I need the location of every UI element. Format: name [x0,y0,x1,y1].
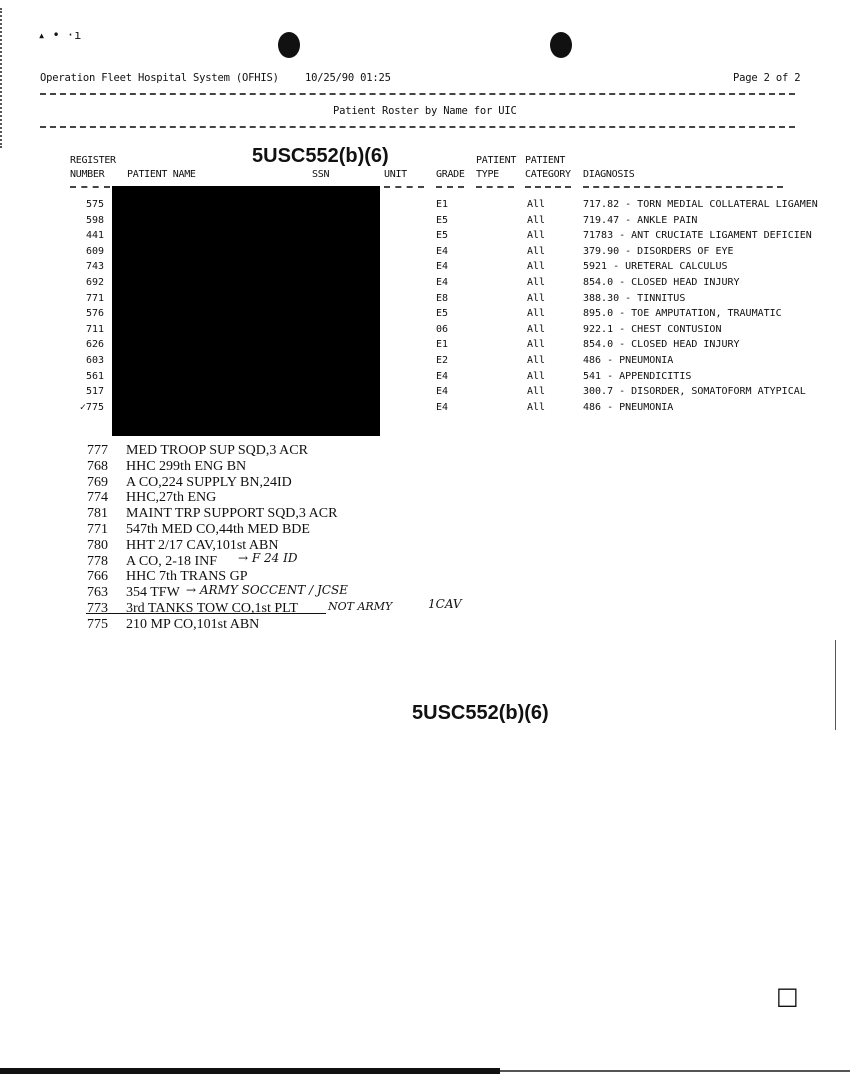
table-row [0,199,850,214]
unit-number: 763 [87,585,108,601]
scan-marks: ▴ • ·ı [38,28,82,42]
unit-name: HHC,27th ENG [126,490,217,506]
diagnosis-cell: 922.1 - CHEST CONTUSION [583,323,722,335]
diagnosis-cell: 719.47 - ANKLE PAIN [583,214,698,226]
unit-number: 769 [87,474,108,490]
table-row [0,215,850,230]
unit-name: HHT 2/17 CAV,101st ABN [126,537,279,553]
register-number: 771 [85,292,104,304]
redaction-stamp-bottom: 5USC552(b)(6) [412,702,549,724]
table-row [0,308,850,323]
grade-cell: E4 [436,277,449,288]
redaction-stamp-top: 5USC552(b)(6) [252,145,389,167]
table-row [0,355,850,370]
col-ssn: SSN [312,169,330,180]
diagnosis-cell: 854.0 - CLOSED HEAD INJURY [583,339,740,351]
punch-hole-right [550,32,572,58]
grade-cell: E4 [436,261,449,273]
table-row [0,246,850,261]
page-number: Page 2 of 2 [733,72,801,84]
grade-cell: E5 [436,230,449,242]
grade-cell: E5 [436,214,449,226]
grade-cell: E1 [436,199,449,210]
corner-mark-icon: □ [776,982,799,1010]
grade-cell: E5 [436,308,449,320]
category-cell: All [527,292,546,304]
register-number: 609 [85,245,104,257]
unit-number: 775 [87,616,108,632]
col-register-2: NUMBER [70,169,105,180]
grade-cell: E4 [436,386,449,398]
diagnosis-cell: 388.30 - TINNITUS [583,292,686,304]
unit-name: HHC 7th TRANS GP [126,569,248,585]
diagnosis-cell: 486 - PNEUMONIA [583,401,674,413]
register-number: 692 [85,277,104,288]
rule-unit [384,186,424,188]
category-cell: All [527,323,546,335]
table-row [0,230,850,245]
category-cell: All [527,370,546,382]
grade-cell: E1 [436,339,449,351]
grade-cell: E4 [436,401,449,413]
header-rule-bottom [40,126,795,128]
register-number: 441 [85,230,104,242]
report-datetime: 10/25/90 01:25 [305,72,391,84]
diagnosis-cell: 71783 - ANT CRUCIATE LIGAMENT DEFICIEN [583,230,812,242]
col-diagnosis: DIAGNOSIS [583,169,635,180]
diagnosis-cell: 486 - PNEUMONIA [583,355,674,366]
col-type-2: TYPE [476,169,499,180]
unit-number: 773 [87,601,108,616]
unit-name: A CO, 2-18 INF [126,553,218,569]
diagnosis-cell: 541 - APPENDICITIS [583,370,692,382]
bottom-scan-bar-thin [500,1070,850,1072]
register-number: 576 [85,308,104,320]
col-register-1: REGISTER [70,155,116,166]
unit-name: MAINT TRP SUPPORT SQD,3 ACR [126,506,338,522]
unit-number: 781 [87,506,108,522]
grade-cell: E4 [436,370,449,382]
table-row [0,386,850,401]
table-row [0,261,850,276]
grade-cell: E8 [436,292,449,304]
table-row [0,293,850,308]
unit-name: 354 TFW [126,585,180,601]
category-cell: All [527,308,546,320]
register-number: 598 [85,214,104,226]
unit-name: 547th MED CO,44th MED BDE [126,522,310,537]
unit-number: 780 [87,537,108,553]
table-row [0,402,850,417]
rule-type [476,186,514,188]
register-number: 743 [85,261,104,273]
report-title: Patient Roster by Name for UIC [333,105,517,117]
rule-register [70,186,110,188]
grade-cell: E2 [436,355,449,366]
unit-name: MED TROOP SUP SQD,3 ACR [126,443,308,458]
register-number: 517 [85,386,104,398]
bottom-scan-bar [0,1068,500,1074]
grade-cell: E4 [436,245,449,257]
register-number: 603 [85,355,104,366]
register-number: 626 [85,339,104,351]
category-cell: All [527,245,546,257]
grade-cell: 06 [436,323,449,335]
col-patient-name: PATIENT NAME [127,169,196,180]
unit-number: 766 [87,569,108,585]
col-category-1: PATIENT [525,155,566,166]
diagnosis-cell: 379.90 - DISORDERS OF EYE [583,245,734,257]
left-edge-mark [0,8,3,148]
register-number: ✓775 [79,401,104,413]
unit-number: 778 [87,553,108,569]
table-row [0,339,850,354]
col-unit: UNIT [384,169,407,180]
rule-grade [436,186,464,188]
handwritten-note-773: NOT ARMY [328,600,393,613]
table-row [0,324,850,339]
unit-name: 210 MP CO,101st ABN [126,616,260,632]
diagnosis-cell: 895.0 - TOE AMPUTATION, TRAUMATIC [583,308,782,320]
handwritten-note-778: → F 24 ID [238,551,298,565]
diagnosis-cell: 717.82 - TORN MEDIAL COLLATERAL LIGAMEN [583,199,818,210]
unit-number: 777 [87,443,108,458]
rule-category [525,186,571,188]
unit-name: 3rd TANKS TOW CO,1st PLT [126,601,298,616]
punch-hole-left [278,32,300,58]
register-number: 561 [85,370,104,382]
right-edge-mark [835,640,836,730]
category-cell: All [527,355,546,366]
rule-diagnosis [583,186,783,188]
diagnosis-cell: 854.0 - CLOSED HEAD INJURY [583,277,740,288]
diagnosis-cell: 300.7 - DISORDER, SOMATOFORM ATYPICAL [583,386,806,398]
register-number: 575 [85,199,104,210]
table-row [0,277,850,292]
col-category-2: CATEGORY [525,169,571,180]
handwritten-note-763: → ARMY SOCCENT / JCSE [186,583,348,597]
diagnosis-cell: 5921 - URETERAL CALCULUS [583,261,728,273]
category-cell: All [527,339,546,351]
col-grade: GRADE [436,169,465,180]
category-cell: All [527,230,546,242]
col-type-1: PATIENT [476,155,517,166]
category-cell: All [527,277,546,288]
system-name: Operation Fleet Hospital System (OFHIS) [40,72,279,84]
register-number: 711 [85,323,104,335]
unit-number: 771 [87,522,108,537]
header-rule-top [40,93,795,95]
unit-name: HHC 299th ENG BN [126,458,247,474]
unit-name: A CO,224 SUPPLY BN,24ID [126,474,292,490]
strike-773 [86,613,326,614]
unit-number: 768 [87,458,108,474]
handwritten-note-773b: 1CAV [428,597,462,611]
category-cell: All [527,386,546,398]
table-row [0,371,850,386]
unit-number: 774 [87,490,108,506]
category-cell: All [527,214,546,226]
category-cell: All [527,199,546,210]
category-cell: All [527,401,546,413]
category-cell: All [527,261,546,273]
